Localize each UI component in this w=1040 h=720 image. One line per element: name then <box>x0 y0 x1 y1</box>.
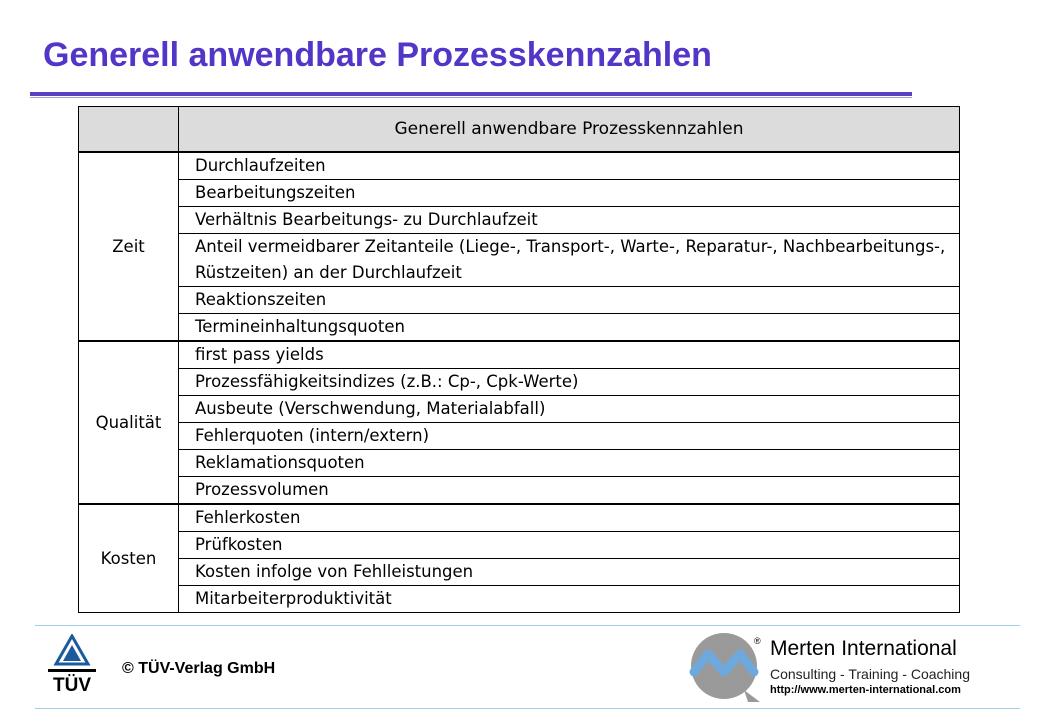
tuv-triangle-icon <box>56 636 88 664</box>
kpi-item: Anteil vermeidbarer Zeitanteile (Liege-, Transport-, Warte-, Reparatur-, Nachbearbeitungs-, Rüstzeiten) an der Durchlaufzeit <box>179 234 960 287</box>
kpi-item: Prüfkosten <box>179 532 960 559</box>
copyright-text: © TÜV-Verlag GmbH <box>122 660 276 677</box>
tuv-logo-text: TÜV <box>53 675 91 694</box>
kpi-item: Mitarbeiterproduktivität <box>179 586 960 613</box>
footer-rule-top <box>35 625 1020 626</box>
table-row <box>79 586 960 613</box>
table-row <box>79 532 960 559</box>
kpi-item: Prozessfähigkeitsindizes (z.B.: Cp-, Cpk-Werte) <box>179 369 960 396</box>
table-row <box>79 152 960 180</box>
table-row <box>79 369 960 396</box>
table-row <box>79 450 960 477</box>
category-kosten: Kosten <box>79 504 179 613</box>
slide-title: Generell anwendbare Prozesskennzahlen <box>43 36 712 74</box>
category-zeit: Zeit <box>79 152 179 341</box>
footer-rule-bottom <box>35 708 1020 709</box>
company-name: Merten International <box>770 637 957 660</box>
table-row <box>79 180 960 207</box>
table-row <box>79 207 960 234</box>
kpi-item: Prozessvolumen <box>179 477 960 505</box>
title-underline-thin <box>30 97 912 98</box>
kpi-item: Fehlerquoten (intern/extern) <box>179 423 960 450</box>
table-row <box>79 559 960 586</box>
kpi-item: Ausbeute (Verschwendung, Materialabfall) <box>179 396 960 423</box>
table-row <box>79 423 960 450</box>
table-row <box>79 396 960 423</box>
kpi-item: Reklamationsquoten <box>179 450 960 477</box>
table-row <box>79 234 960 287</box>
kpi-item: Kosten infolge von Fehlleistungen <box>179 559 960 586</box>
table-row <box>79 341 960 369</box>
kpi-item: first pass yields <box>179 341 960 369</box>
kpi-table <box>78 106 960 613</box>
kpi-item: Termineinhaltungsquoten <box>179 314 960 342</box>
kpi-item: Bearbeitungszeiten <box>179 180 960 207</box>
table-header-row <box>79 107 960 153</box>
company-tagline: Consulting - Training - Coaching <box>770 666 970 682</box>
table-row <box>79 287 960 314</box>
kpi-item: Verhältnis Bearbeitungs- zu Durchlaufzeit <box>179 207 960 234</box>
title-underline <box>30 92 912 96</box>
table-header-corner <box>79 107 179 153</box>
category-qualitaet: Qualität <box>79 341 179 504</box>
table-row <box>79 314 960 342</box>
kpi-item: Fehlerkosten <box>179 504 960 532</box>
kpi-item: Reaktionszeiten <box>179 287 960 314</box>
tuv-logo <box>44 634 100 694</box>
company-url: http://www.merten-international.com <box>770 684 961 696</box>
table-row <box>79 477 960 505</box>
table-row <box>79 504 960 532</box>
registered-mark: ® <box>754 636 761 646</box>
table-header: Generell anwendbare Prozesskennzahlen <box>179 107 960 153</box>
kpi-item: Durchlaufzeiten <box>179 152 960 180</box>
